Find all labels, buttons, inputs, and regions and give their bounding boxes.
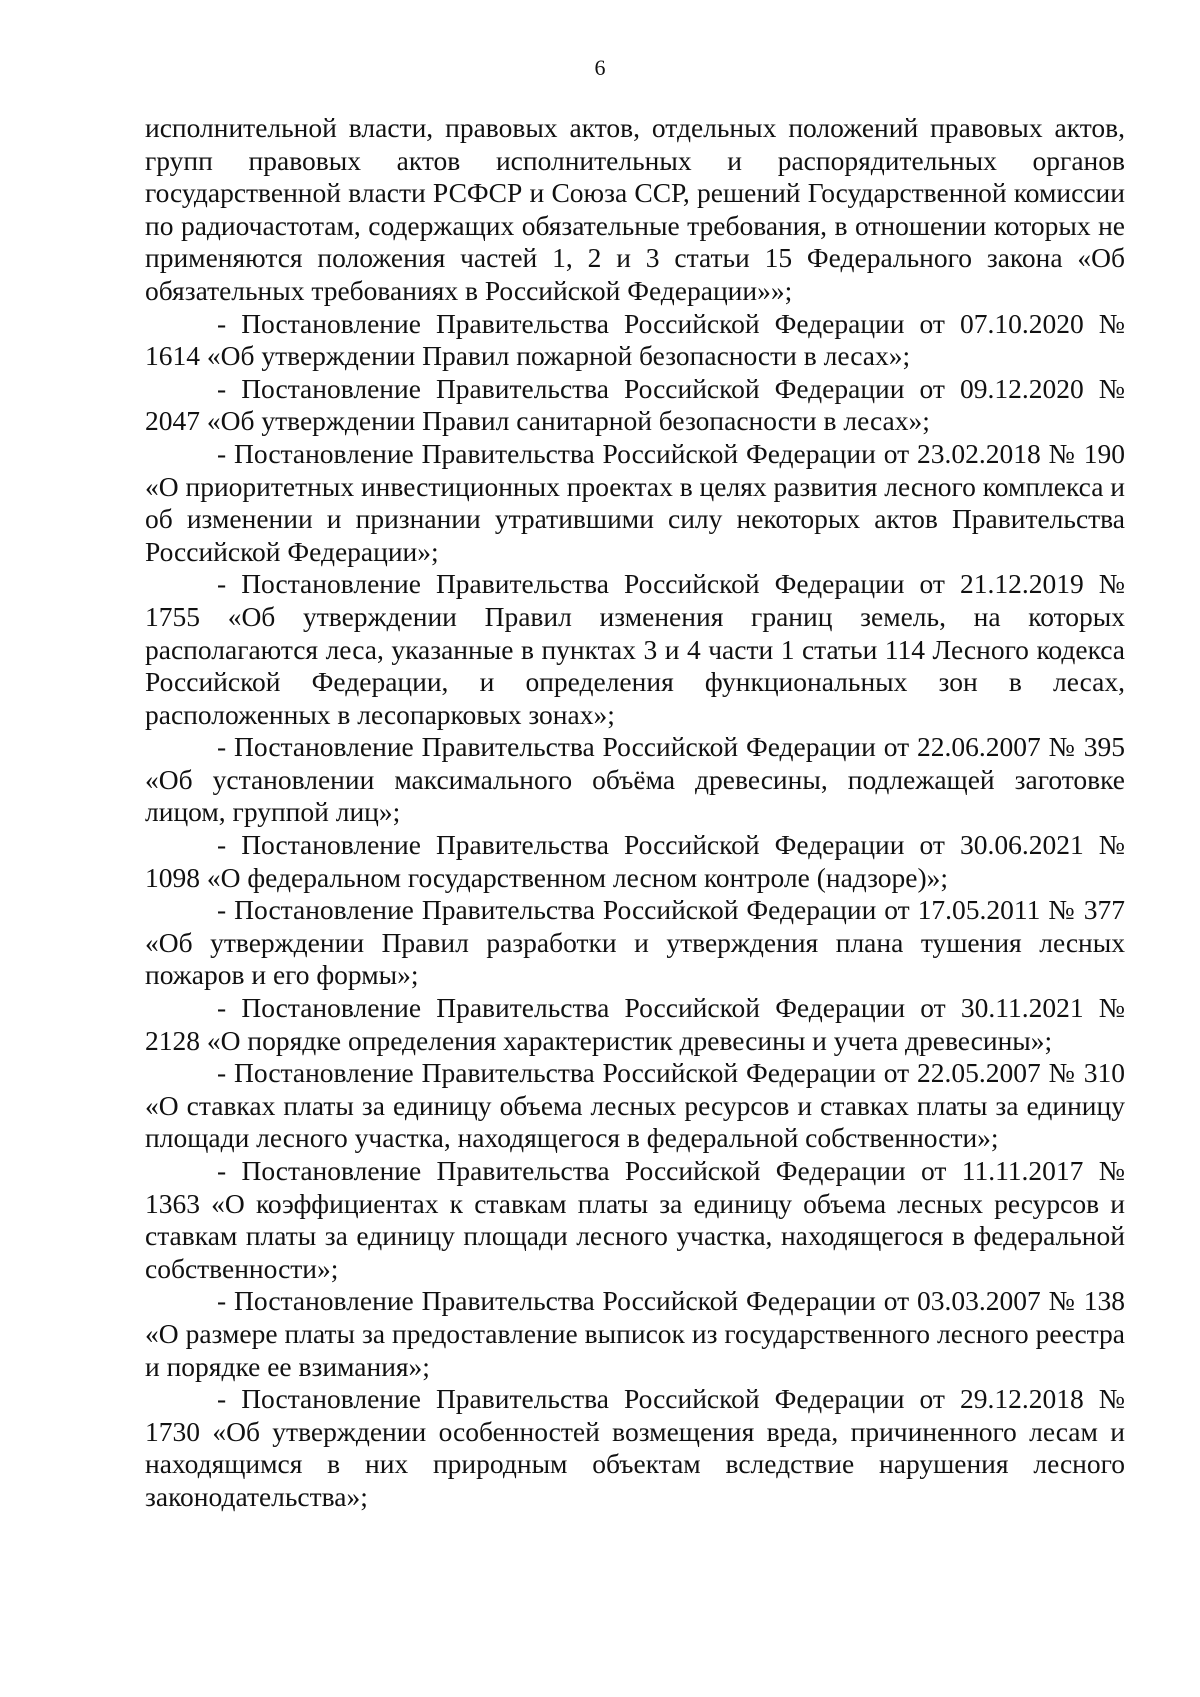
list-item: - Постановление Правительства Российской Федерации от 22.05.2007 № 310 «О ставках платы за единицу объема лесных ресурсов и ставках платы за единицу площади лесного участка, находящегося в федеральной собственности»; — [145, 1057, 1125, 1154]
document-body — [145, 112, 1125, 1514]
list-item: - Постановление Правительства Российской Федерации от 07.10.2020 № 1614 «Об утверждении Правил пожарной безопасности в лесах»; — [145, 307, 1125, 372]
list-item: - Постановление Правительства Российской Федерации от 30.11.2021 № 2128 «О порядке определения характеристик древесины и учета древесины»; — [145, 992, 1125, 1056]
intro-paragraph: исполнительной власти, правовых актов, отдельных положений правовых актов, групп правовых актов исполнительных и распорядительных органов государственной власти РСФСР и Союза ССР, решений Государственной комиссии по радиочастотам, содержащих обязательные требования, в отношении которых не применяются положения частей 1, 2 и 3 статьи 15 Федерального закона «Об обязательных требованиях в Российской Федерации»»; — [145, 112, 1125, 306]
page-number: 6 — [594, 55, 606, 80]
list-item: - Постановление Правительства Российской Федерации от 29.12.2018 № 1730 «Об утверждении особенностей возмещения вреда, причиненного лесам и находящимся в них природным объектам вследствие нарушения лесного законодательства»; — [145, 1383, 1125, 1512]
list-item: - Постановление Правительства Российской Федерации от 21.12.2019 № 1755 «Об утверждении Правил изменения границ земель, на которых располагаются леса, указанные в пунктах 3 и 4 части 1 статьи 114 Лесного кодекса Российской Федерации, и определения функциональных зон в лесах, расположенных в лесопарковых зонах»; — [145, 568, 1125, 730]
list-item: - Постановление Правительства Российской Федерации от 22.06.2007 № 395 «Об установлении максимального объёма древесины, подлежащей заготовке лицом, группой лиц»; — [145, 731, 1125, 828]
list-item: - Постановление Правительства Российской Федерации от 30.06.2021 № 1098 «О федеральном государственном лесном контроле (надзоре)»; — [145, 829, 1125, 893]
list-item: - Постановление Правительства Российской Федерации от 09.12.2020 № 2047 «Об утверждении Правил санитарной безопасности в лесах»; — [145, 372, 1125, 437]
list-item: - Постановление Правительства Российской Федерации от 03.03.2007 № 138 «О размере платы за предоставление выписок из государственного лесного реестра и порядке ее взимания»; — [145, 1285, 1125, 1382]
list-item: - Постановление Правительства Российской Федерации от 17.05.2011 № 377 «Об утверждении Правил разработки и утверждения плана тушения лесных пожаров и его формы»; — [145, 894, 1125, 991]
list-item: - Постановление Правительства Российской Федерации от 23.02.2018 № 190 «О приоритетных инвестиционных проектах в целях развития лесного комплекса и об изменении и признании утратившими силу некоторых актов Правительства Российской Федерации»; — [145, 437, 1126, 567]
list-item: - Постановление Правительства Российской Федерации от 11.11.2017 № 1363 «О коэффициентах к ставкам платы за единицу объема лесных ресурсов и ставкам платы за единицу площади лесного участка, находящегося в федеральной собственности»; — [145, 1155, 1125, 1284]
